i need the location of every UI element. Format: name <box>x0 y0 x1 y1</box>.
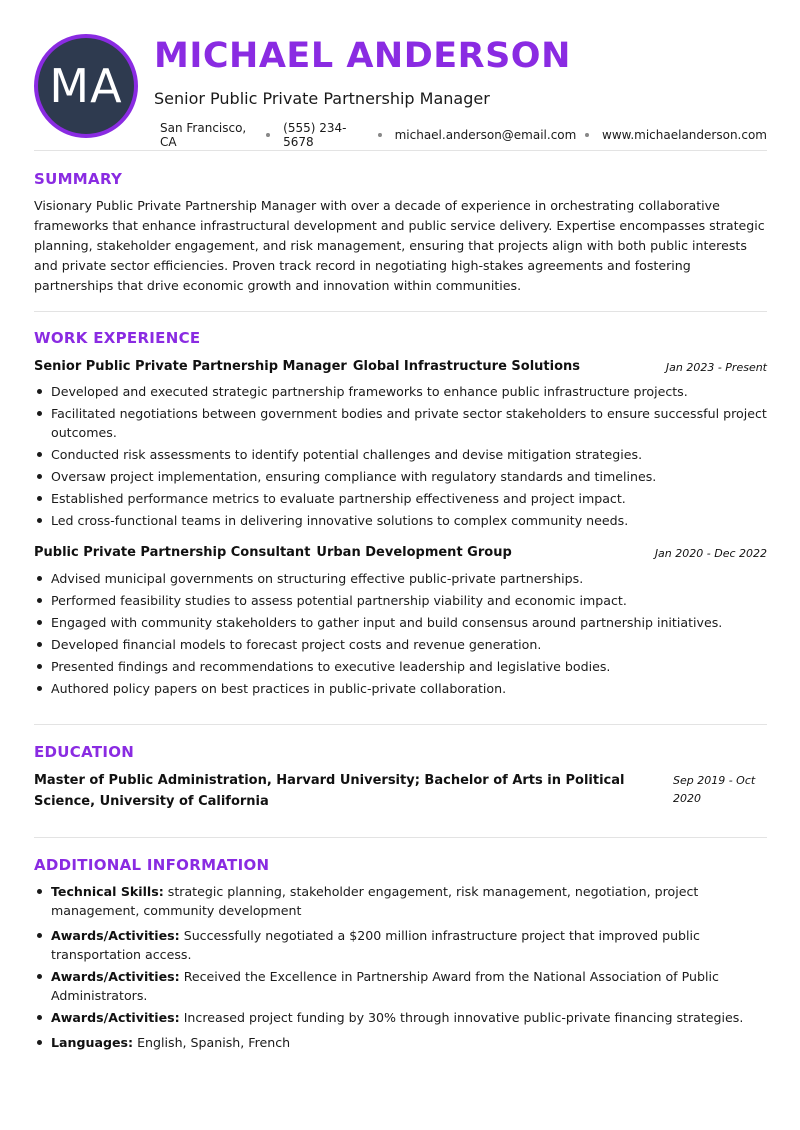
list-item: Developed financial models to forecast project costs and revenue generation. <box>34 635 767 654</box>
item-text: English, Spanish, French <box>137 1035 291 1050</box>
candidate-title: Senior Public Private Partnership Manager <box>154 89 490 108</box>
list-item: Established performance metrics to evaluate partnership effectiveness and project impact. <box>34 489 767 508</box>
item-text: Increased project funding by 30% through innovative public-private financing strategies. <box>183 1010 744 1025</box>
additional-list <box>34 882 767 1052</box>
job-role: Senior Public Private Partnership Manager <box>34 359 347 374</box>
list-item <box>34 967 767 1005</box>
education-date: Sep 2019 - Oct 2020 <box>673 774 756 805</box>
item-text: Received the Excellence in Partnership Award from the National Association of Public Administrators. <box>51 969 719 1003</box>
job-date: Jan 2023 - Present <box>665 361 767 374</box>
list-item: Performed feasibility studies to assess potential partnership viability and economic impact. <box>34 591 767 610</box>
contact-location: San Francisco, CA <box>160 121 247 149</box>
separator-dot <box>585 133 589 137</box>
item-label: Awards/Activities: <box>51 1010 180 1025</box>
divider <box>34 150 767 151</box>
candidate-name: MICHAEL ANDERSON <box>154 36 571 76</box>
separator-dot <box>266 133 270 137</box>
list-item: Presented findings and recommendations to executive leadership and legislative bodies. <box>34 657 767 676</box>
avatar <box>34 34 138 138</box>
contact-email[interactable]: michael.anderson@email.com <box>394 128 577 142</box>
list-item: Advised municipal governments on structuring effective public-private partnerships. <box>34 569 767 588</box>
divider <box>34 724 767 725</box>
job-role: Public Private Partnership Consultant <box>34 545 311 560</box>
contact-line <box>160 121 767 149</box>
job-bullets <box>34 569 767 698</box>
education-degree: Master of Public Administration, Harvard University; Bachelor of Arts in Political Science, University of California <box>34 773 625 809</box>
divider <box>34 837 767 838</box>
job-company: Urban Development Group <box>316 545 512 560</box>
list-item: Developed and executed strategic partnership frameworks to enhance public infrastructure projects. <box>34 382 767 401</box>
separator-dot <box>378 133 382 137</box>
job-company: Global Infrastructure Solutions <box>352 359 581 374</box>
list-item: Facilitated negotiations between government bodies and private sector stakeholders to ensure successful project outcomes. <box>34 404 767 442</box>
list-item: Authored policy papers on best practices in public-private collaboration. <box>34 679 767 698</box>
job-bullets <box>34 382 767 530</box>
resume-header <box>34 34 767 149</box>
list-item: Conducted risk assessments to identify potential challenges and devise mitigation strategies. <box>34 445 767 464</box>
item-label: Languages: <box>51 1035 134 1050</box>
job-header <box>34 359 767 374</box>
section-title-summary: SUMMARY <box>34 170 123 188</box>
item-text: Successfully negotiated a $200 million infrastructure project that improved public transportation access. <box>51 928 700 962</box>
item-label: Awards/Activities: <box>51 969 180 984</box>
contact-website[interactable]: www.michaelanderson.com <box>602 128 767 142</box>
list-item: Led cross-functional teams in delivering innovative solutions to complex community needs. <box>34 511 767 530</box>
item-label: Awards/Activities: <box>51 928 180 943</box>
divider <box>34 311 767 312</box>
list-item: Engaged with community stakeholders to gather input and build consensus around partnership initiatives. <box>34 613 767 632</box>
contact-phone: (555) 234-5678 <box>283 121 347 149</box>
list-item <box>34 1008 767 1027</box>
list-item: Oversaw project implementation, ensuring compliance with regulatory standards and timelines. <box>34 467 767 486</box>
section-title-education: EDUCATION <box>34 743 135 761</box>
section-title-additional: ADDITIONAL INFORMATION <box>34 856 270 874</box>
item-label: Technical Skills: <box>51 884 164 899</box>
list-item <box>34 926 767 964</box>
job-date: Jan 2020 - Dec 2022 <box>654 547 767 560</box>
list-item <box>34 882 767 920</box>
list-item <box>34 1033 767 1052</box>
item-text: strategic planning, stakeholder engagement, risk management, negotiation, project management, community development <box>51 884 699 918</box>
summary-text: Visionary Public Private Partnership Manager with over a decade of experience in orchestrating collaborative frameworks that enhance infrastructural development and public service delivery. Expertise encompasses strategic planning, stakeholder engagement, and risk management, ensuring that projects align with both public interests and private sector efficiencies. Proven track record in negotiating high-stakes agreements and fostering partnerships that drive economic growth and innovation within communities. <box>34 198 765 293</box>
section-title-experience: WORK EXPERIENCE <box>34 329 201 347</box>
avatar-initials: MA <box>49 59 123 113</box>
